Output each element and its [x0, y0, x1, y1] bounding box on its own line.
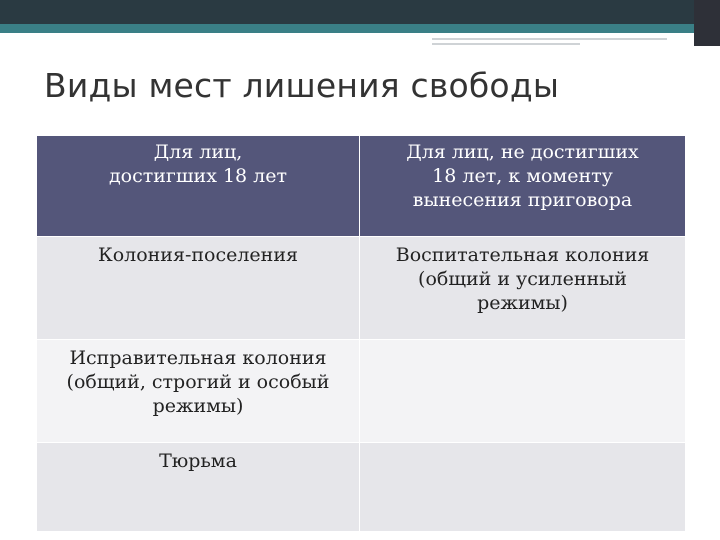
header-line: 18 лет, к моменту	[432, 165, 613, 187]
table-cell	[37, 340, 360, 443]
cell-line: режимы)	[152, 395, 244, 417]
cell-line: Исправительная колония	[69, 347, 327, 369]
table-row	[37, 443, 686, 532]
header-line: достигших 18 лет	[108, 165, 288, 187]
table-cell	[37, 237, 360, 340]
header-line: Для лиц, не достигших	[406, 141, 639, 163]
slide-title: Виды мест лишения свободы	[44, 66, 560, 105]
prison-types-table	[36, 135, 686, 532]
header-line: Для лиц,	[153, 141, 243, 163]
top-accent-bar	[0, 24, 720, 33]
table-header-row	[37, 136, 686, 237]
cell-line: (общий, строгий и особый	[66, 371, 330, 393]
cell-line: Воспитательная колония	[395, 244, 650, 266]
header-line: вынесения приговора	[412, 189, 633, 211]
cell-line: Колония-поселения	[97, 244, 298, 266]
table-row	[37, 340, 686, 443]
table-cell-empty	[360, 443, 686, 532]
table-cell-empty	[360, 340, 686, 443]
table-cell	[360, 237, 686, 340]
header-cell-adults	[37, 136, 360, 237]
cell-line: (общий и усиленный	[418, 268, 627, 290]
top-decor-bar	[0, 0, 720, 24]
decor-line	[432, 43, 580, 45]
table-row	[37, 237, 686, 340]
cell-line: Тюрьма	[159, 450, 237, 472]
decor-line	[432, 38, 667, 40]
table-cell	[37, 443, 360, 532]
header-cell-minors	[360, 136, 686, 237]
top-corner-block	[694, 0, 720, 46]
cell-line: режимы)	[477, 292, 568, 314]
